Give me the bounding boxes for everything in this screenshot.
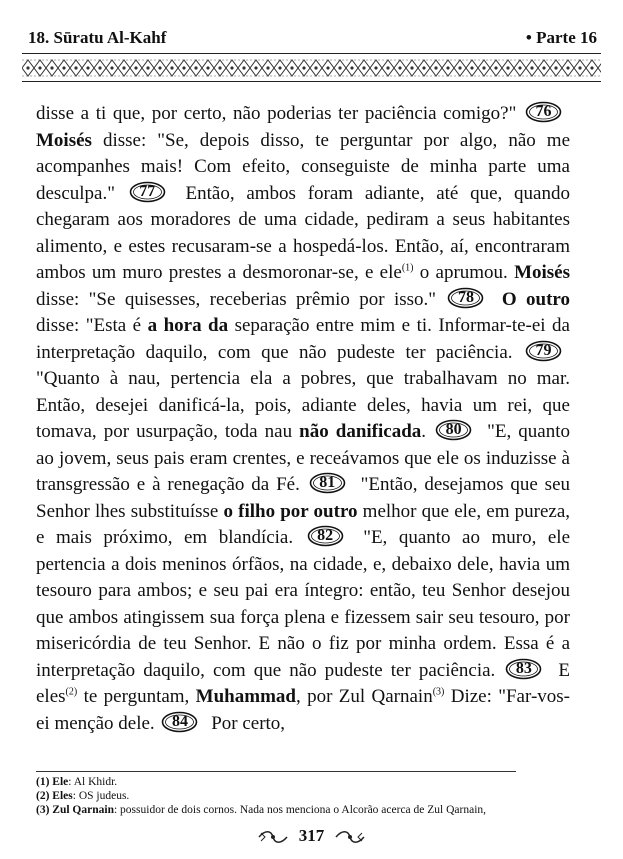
text-run: disse: "Se quisesses, receberias prêmio por isso." — [36, 288, 437, 310]
text-run: . — [421, 421, 427, 442]
footnote-2: (2) Eles: OS judeus. — [36, 790, 130, 802]
text-run: separação entre mim e ti. Informar-te-ei da interpretação daquilo, com que não pudeste ter paciência. — [36, 315, 570, 363]
text-run: E eles — [36, 659, 571, 707]
text-run: disse a ti que, por certo, não poderias ter paciência comigo?" — [36, 103, 517, 124]
bold-run: a hora da — [147, 315, 229, 336]
decorative-border — [22, 57, 601, 79]
footnote-ref-3: (3) — [432, 686, 445, 698]
verse-number-79: 79 — [525, 340, 562, 362]
bold-run: Moisés — [36, 129, 92, 151]
verse-number-77: 77 — [129, 181, 166, 203]
text-run: "E, quanto ao jovem, seus pais eram crentes, e receávamos que ele os induzisse à transgressão e à renegação da Fé. — [36, 421, 571, 495]
footnotes — [36, 775, 576, 817]
flourish-left-icon — [257, 830, 289, 844]
footnote-3: (3) Zul Qarnain: possuidor de dois cornos. Nada nos menciona o Alcorão acerca de Zul Qarnain, — [36, 804, 487, 816]
verse-number-84: 84 — [161, 711, 198, 733]
verse-number-76: 76 — [525, 101, 562, 123]
text-run: disse: "Esta é — [36, 315, 148, 336]
text-run: "Quanto à nau, pertencia ela a pobres, que trabalhavam no mar. Então, desejei danificá-la, pois, adiante deles, havia um rei, que tomava, por usurpação, toda nau — [36, 368, 570, 442]
bold-run: o filho por outro — [223, 500, 358, 522]
text-run: Então, ambos foram adiante, até que, quando chegaram aos moradores de uma cidade, pediram a seus habitantes alimento, e estes recusaram-se a hospedá-los. Então, aí, encontraram ambos um muro prestes a desmoronar-se, e ele — [36, 182, 570, 283]
text-run: Dize: "Far-vos-ei menção dele. — [36, 686, 570, 734]
flourish-right-icon — [334, 830, 366, 844]
text-run: melhor que ele, em pureza, e mais próximo, em blandícia. — [36, 500, 570, 548]
text-run: Por certo, — [211, 712, 286, 734]
text-run: , por Zul Qarnain — [295, 686, 433, 707]
verse-number-83: 83 — [505, 658, 542, 680]
text-run: o aprumou. — [413, 262, 515, 283]
text-run: te perguntam, — [77, 686, 196, 707]
verse-number-78: 78 — [447, 287, 484, 309]
verse-number-81: 81 — [309, 472, 346, 494]
text-run: disse: "Se, depois disso, te perguntar por algo, não me acompanhes mais! Com efeito, conseguiste de minha parte uma desculpa." — [36, 129, 570, 204]
page-footer — [0, 826, 623, 846]
bold-run: O outro — [501, 288, 570, 310]
bold-run: Muhammad — [195, 686, 296, 707]
header-rule-top — [22, 53, 601, 54]
text-run: "Então, desejamos que seu Senhor lhes substituísse — [36, 474, 571, 522]
verse-text — [36, 101, 570, 737]
verse-number-80: 80 — [435, 419, 472, 441]
footnote-ref-1: (1) — [401, 262, 414, 274]
bold-run: não danificada — [299, 421, 422, 442]
header-rule-bottom — [22, 81, 601, 82]
surah-title: 18. Sūratu Al-Kahf — [28, 28, 167, 47]
page-header — [22, 20, 601, 47]
footnote-ref-2: (2) — [65, 686, 78, 698]
bold-run: Moisés — [514, 262, 570, 283]
footnote-1: (1) Ele: Al Khidr. — [36, 776, 118, 788]
verse-number-82: 82 — [307, 525, 344, 547]
footnote-rule — [36, 771, 516, 772]
part-label: • Parte 16 — [525, 28, 597, 47]
page-number: 317 — [298, 826, 325, 845]
text-run: "E, quanto ao muro, ele pertencia a dois meninos órfãos, na cidade, e, debaixo dele, havia um tesouro para ambos; e seu pai era íntegro: então, teu Senhor desejou que ambos atingissem sua força plena e fizessem sair seu tesouro, por misericórdia de teu Senhor. E não o fiz por minha ordem. Essa é a interpretação daquilo, com que não pudeste ter paciência. — [36, 527, 571, 681]
